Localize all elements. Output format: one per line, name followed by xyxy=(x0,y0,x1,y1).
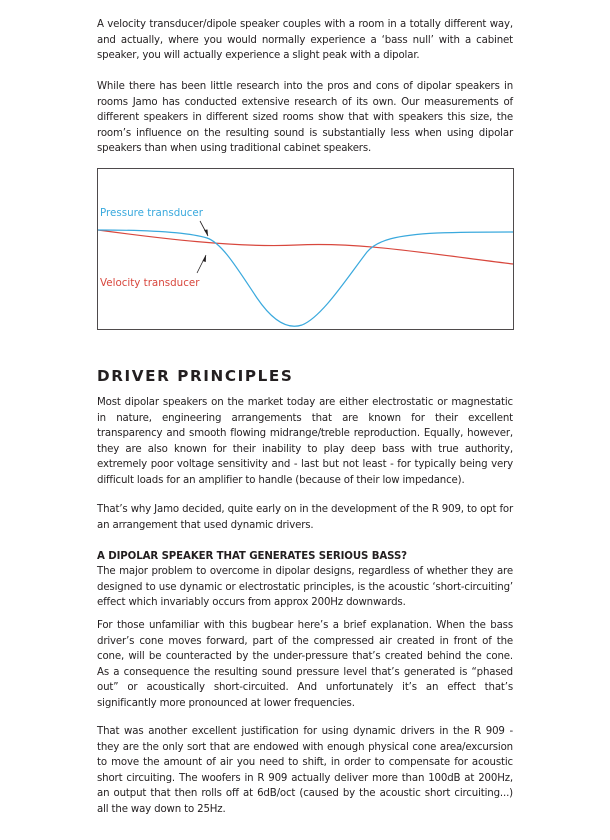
velocity-pointer-arrowhead xyxy=(203,255,207,262)
subheading: A DIPOLAR SPEAKER THAT GENERATES SERIOUS BASS? xyxy=(97,551,407,562)
section-paragraph-2: That’s why Jamo decided, quite early on in the development of the R 909, to opt for an arrangement that used dynamic drivers. xyxy=(97,504,513,531)
intro-paragraph-1: A velocity transducer/dipole speaker couples with a room in a totally different way, and actually, where you would normally experience a ‘bass null’ with a cabinet speaker, you will actually experience a slight peak with a dipolar. xyxy=(97,19,513,62)
section-heading: DRIVER PRINCIPLES xyxy=(97,367,294,385)
velocity-curve xyxy=(98,230,513,264)
velocity-label: Velocity transducer xyxy=(100,277,200,289)
transducer-figure xyxy=(97,168,514,330)
pressure-pointer-arrowhead xyxy=(204,230,208,237)
section-paragraph-5: That was another excellent justification for using dynamic drivers in the R 909 - they are the only sort that are endowed with enough physical cone area/excursion to move the amount of air you need to shift, in order to compensate for acoustic short circuiting. The woofers in R 909 actually deliver more than 100dB at 200Hz, an output that then rolls off at 6dB/oct (caused by the acoustic short circuiting...) all the way down to 25Hz. xyxy=(97,726,513,815)
section-paragraph-3: The major problem to overcome in dipolar designs, regardless of whether they are designed to use dynamic or electrostatic principles, is the acoustic ‘short-circuiting’ effect which invariably occurs from approx 200Hz downwards. xyxy=(97,566,513,609)
pressure-label: Pressure transducer xyxy=(100,207,204,219)
section-paragraph-4: For those unfamiliar with this bugbear here’s a brief explanation. When the bass driver’s cone moves forward, part of the compressed air created in front of the cone, will be counteracted by the under-pressure that’s created behind the cone. As a consequence the resulting sound pressure level that’s generated is “phased out” or acoustically short-circuited. And unfortunately it’s an effect that’s significantly more pronounced at lower frequencies. xyxy=(97,620,513,709)
intro-paragraph-2: While there has been little research into the pros and cons of dipolar speakers in rooms Jamo has conducted extensive research of its own. Our measurements of different speakers in different sized rooms show that with speakers this size, the room’s influence on the resulting sound is substantially less when using dipolar speakers than when using traditional cabinet speakers. xyxy=(97,81,513,155)
transducer-diagram xyxy=(97,168,514,330)
section-paragraph-1: Most dipolar speakers on the market today are either electrostatic or magnestatic in nature, engineering arrangements that are known for their excellent transparency and smooth flowing midrange/treble reproduction. Equally, however, they are also known for their inability to play deep bass with true authority, extremely poor voltage sensitivity and - last but not least - for typically being very difficult loads for an amplifier to handle (because of their low impedance). xyxy=(97,397,513,486)
figure-frame xyxy=(98,169,514,330)
